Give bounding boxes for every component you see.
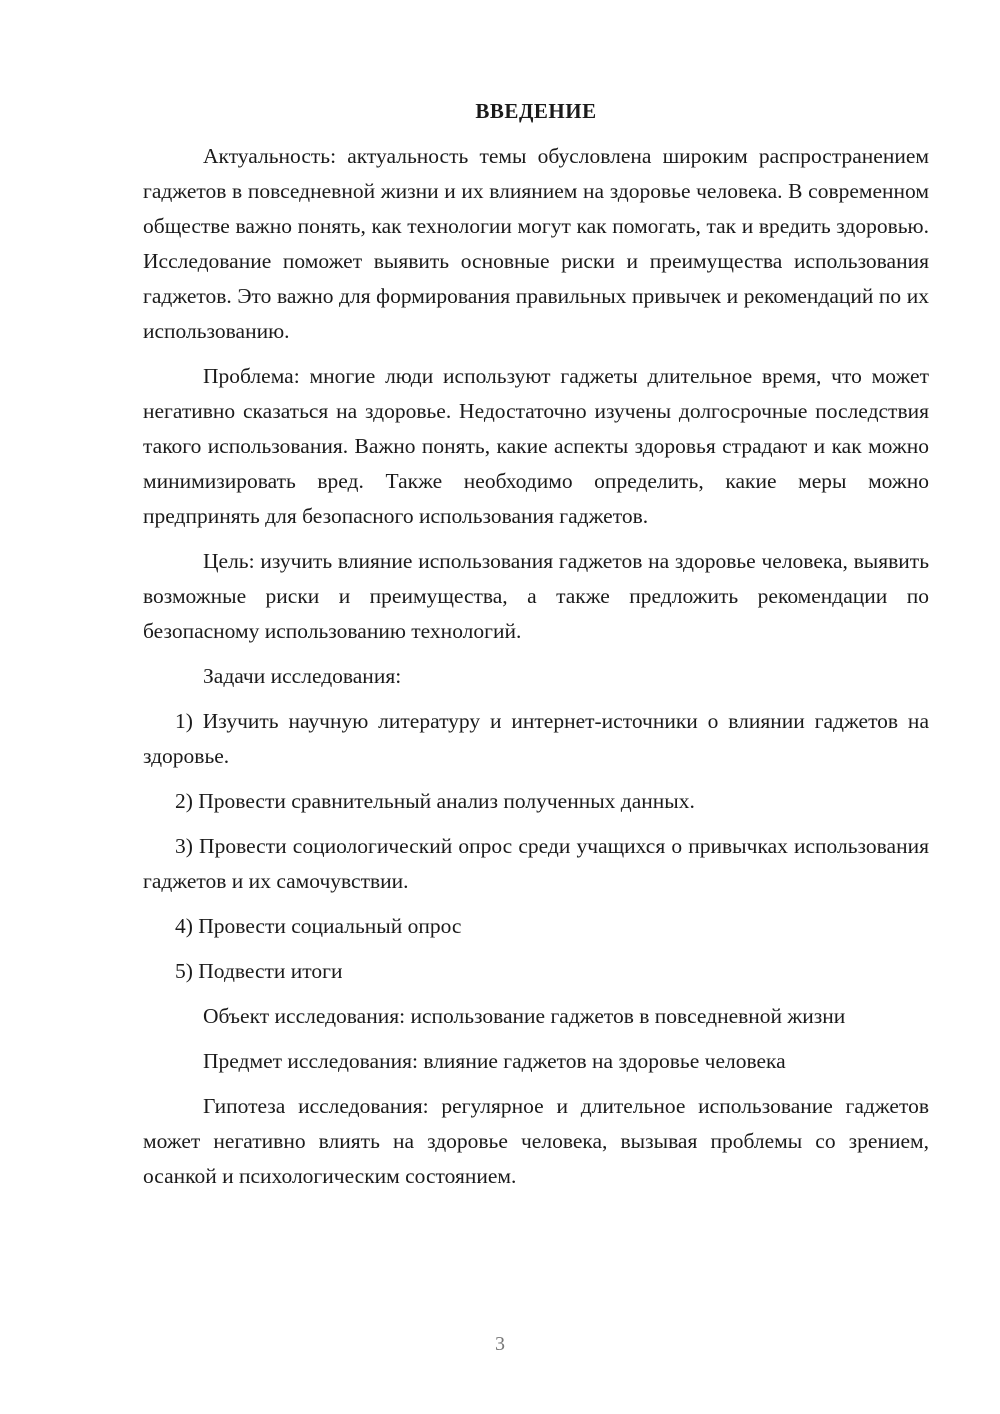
page-number: 3 bbox=[495, 1333, 505, 1355]
page-title: ВВЕДЕНИЕ bbox=[475, 99, 597, 123]
tasks-heading: Задачи исследования: bbox=[203, 664, 402, 688]
task-item-3: 3) Провести социологический опрос среди учащихся о привычках использования гаджетов и их самочувствии. bbox=[143, 834, 929, 893]
relevance-paragraph: Актуальность: актуальность темы обусловлена широким распространением гаджетов в повседневной жизни и их влиянием на здоровье человека. В современном обществе важно понять, как технологии могут как помогать, так и вредить здоровью. Исследование поможет выявить основные риски и преимущества использования гаджетов. Это важно для формирования правильных привычек и рекомендаций по их использованию. bbox=[143, 144, 929, 343]
goal-paragraph: Цель: изучить влияние использования гаджетов на здоровье человека, выявить возможные риски и преимущества, а также предложить рекомендации по безопасному использованию технологий. bbox=[143, 549, 929, 643]
task-item-4: 4) Провести социальный опрос bbox=[175, 914, 462, 938]
problem-paragraph: Проблема: многие люди используют гаджеты длительное время, что может негативно сказаться на здоровье. Недостаточно изучены долгосрочные последствия такого использования. Важно понять, какие аспекты здоровья страдают и как можно минимизировать вред. Также необходимо определить, какие меры можно предпринять для безопасного использования гаджетов. bbox=[143, 364, 929, 528]
document-page bbox=[143, 94, 929, 1204]
hypothesis-paragraph: Гипотеза исследования: регулярное и длительное использование гаджетов может негативно влиять на здоровье человека, вызывая проблемы со зрением, осанкой и психологическим состоянием. bbox=[143, 1094, 929, 1188]
object-paragraph: Объект исследования: использование гаджетов в повседневной жизни bbox=[203, 1004, 846, 1028]
task-item-2: 2) Провести сравнительный анализ полученных данных. bbox=[175, 789, 695, 813]
subject-paragraph: Предмет исследования: влияние гаджетов на здоровье человека bbox=[203, 1049, 786, 1073]
task-item-1: 1) Изучить научную литературу и интернет-источники о влиянии гаджетов на здоровье. bbox=[143, 709, 929, 768]
task-item-5: 5) Подвести итоги bbox=[175, 959, 343, 983]
